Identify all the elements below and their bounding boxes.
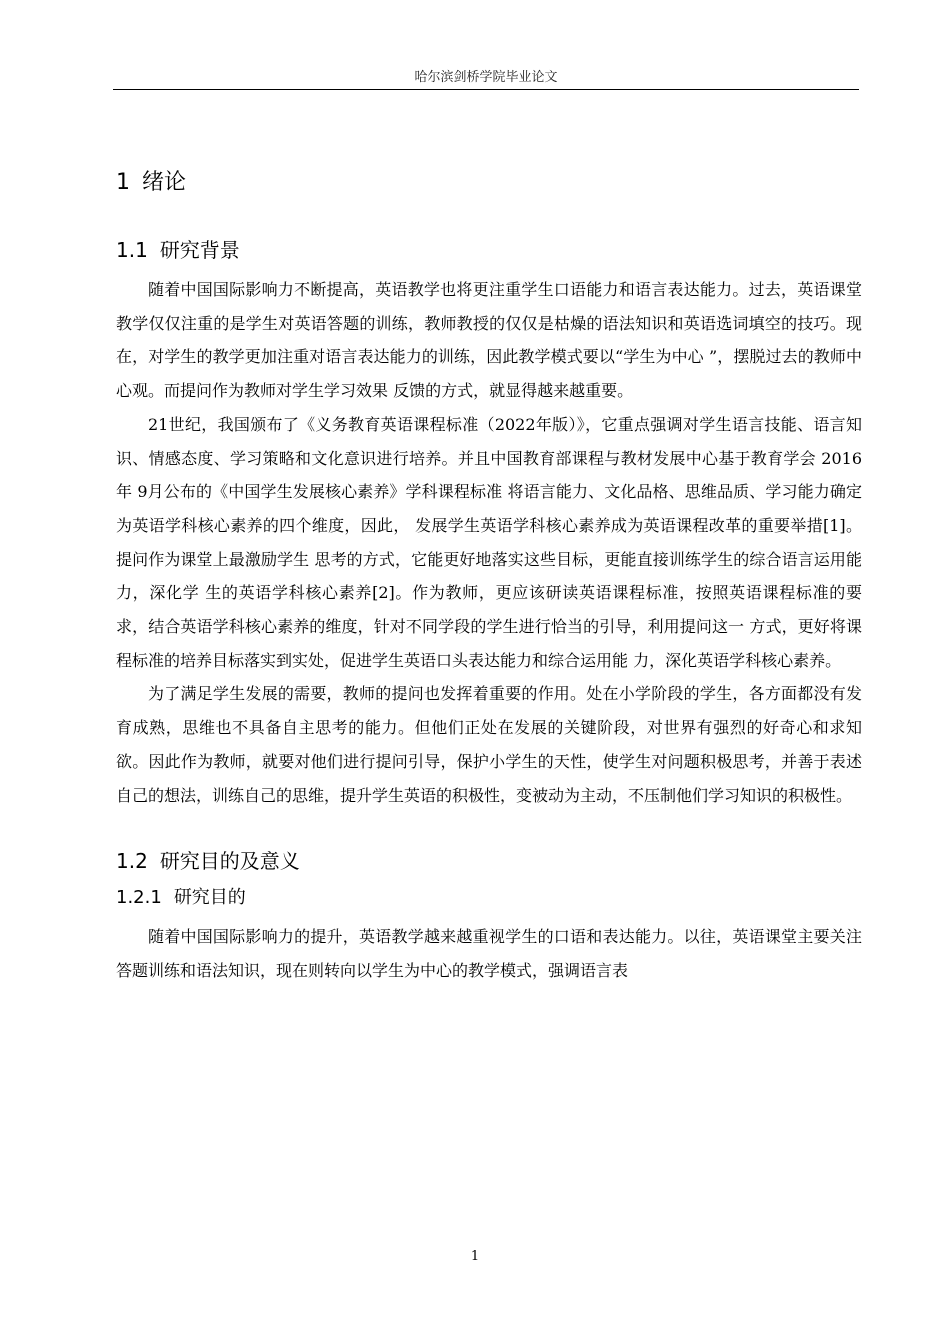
header-rule [113, 89, 859, 90]
subsection-number: 1.2.1 [116, 887, 162, 909]
paragraph: 随着中国国际影响力的提升，英语教学越来越重视学生的口语和表达能力。以往，英语课堂主要关注答题训练和语法知识，现在则转向以学生为中心的教学模式，强调语言表 [116, 927, 862, 980]
section-number: 1.1 [116, 238, 148, 262]
running-header: 哈尔滨剑桥学院毕业论文 [414, 70, 558, 85]
paragraph: 21世纪，我国颁布了《义务教育英语课程标准（2022年版）》，它重点强调对学生语言技能、语言知识、情感态度、学习策略和文化意识进行培养。并且中国教育部课程与教材发展中心基于教育学会 2016年 9月公布的《中国学生发展核心素养》学科课程标准 将语言能力、文化品格、思维品质、学习能力确定为英语学科核心素养的四个维度，因此， 发展学生英语学科核心素养成为英语课程改革的重要举措[1]。提问作为课堂上最激励学生 思考的方式，它能更好地落实这些目标，更能直接训练学生的综合语言运用能力，深化学 生的英语学科核心素养[2]。作为教师，更应该研读英语课程标准，按照英语课程标准的要 求，结合英语学科核心素养的维度，针对不同学段的学生进行恰当的引导，利用提问这一 方式，更好将课程标准的培养目标落实到实处，促进学生英语口头表达能力和综合运用能 力，深化英语学科核心素养。 [116, 414, 862, 670]
chapter-heading [116, 163, 862, 203]
document-body [116, 150, 862, 988]
section-number: 1.2 [116, 849, 148, 874]
subsection-heading-1-2-1 [116, 880, 862, 916]
paragraph: 随着中国国际影响力不断提高，英语教学也将更注重学生口语能力和语言表达能力。过去，英语课堂教学仅仅注重的是学生对英语答题的训练，教师教授的仅仅是枯燥的语法知识和英语选词填空的技巧。现在，对学生的教学更加注重对语言表达能力的训练，因此教学模式要以“学生为中心 ”，摆脱过去的教师中心观。而提问作为教师对学生学习效果 反馈的方式，就显得越来越重要。 [116, 280, 862, 401]
chapter-title: 绪论 [142, 170, 187, 195]
section-heading-1-1 [116, 231, 862, 269]
paragraph: 为了满足学生发展的需要，教师的提问也发挥着重要的作用。处在小学阶段的学生，各方面都没有发育成熟，思维也不具备自主思考的能力。但他们正处在发展的关键阶段，对世界有强烈的好奇心和求知欲。因此作为教师，就要对他们进行提问引导，保护小学生的天性，使学生对问题积极思考，并善于表述自己的想法，训练自己的思维，提升学生英语的积极性，变被动为主动，不压制他们学习知识的积极性。 [116, 684, 862, 805]
section-title: 研究背景 [159, 238, 240, 262]
chapter-number: 1 [116, 170, 130, 195]
page-number: 1 [470, 1249, 480, 1264]
section-heading-1-2 [116, 842, 862, 880]
section-title: 研究目的及意义 [159, 849, 300, 874]
subsection-title: 研究目的 [173, 887, 246, 909]
